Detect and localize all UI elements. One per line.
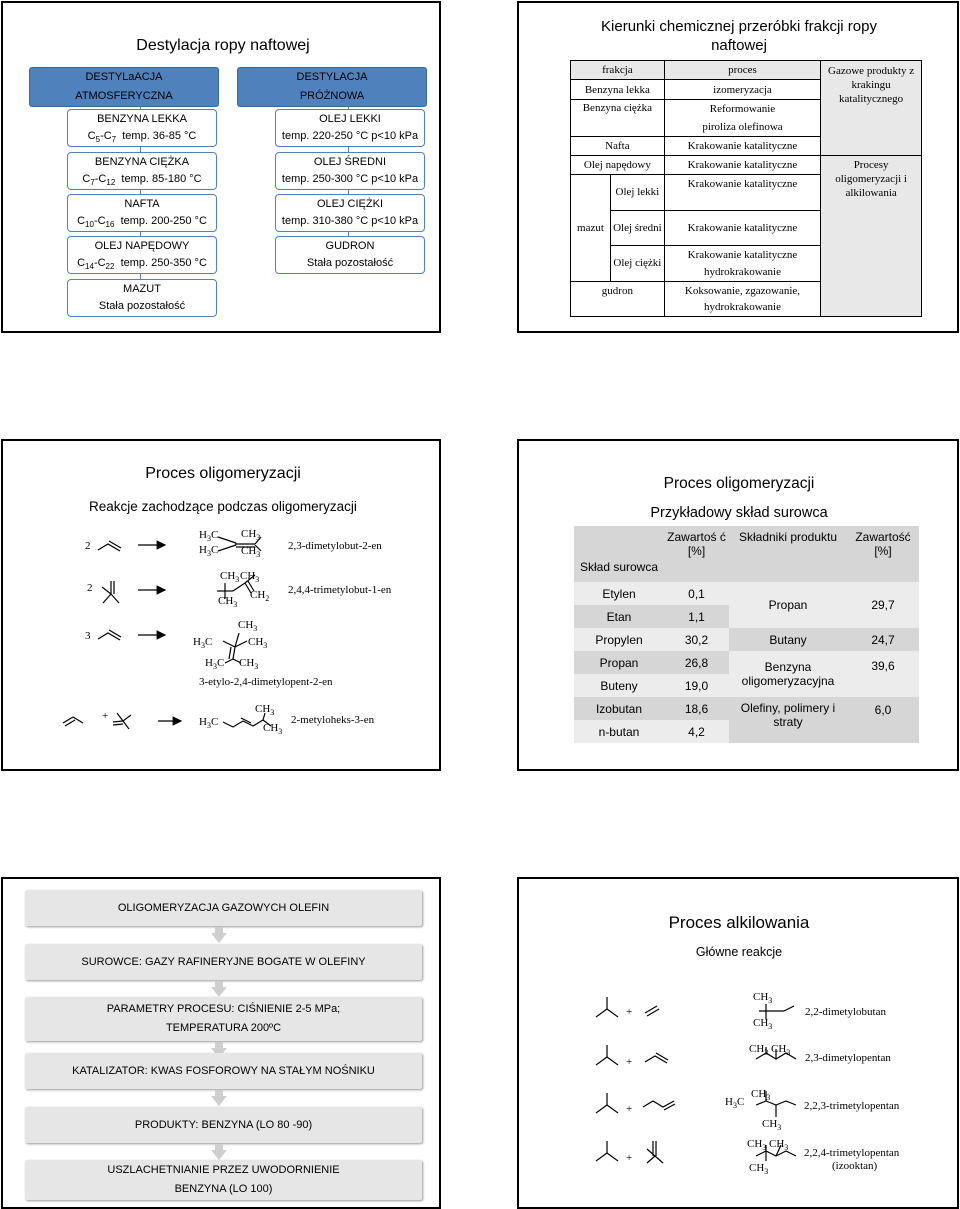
product-name: 2,2-dimetylobutan	[805, 1006, 886, 1018]
svg-text:CH3: $CH_3$	[749, 1162, 769, 1176]
cell-value: 4,2	[664, 720, 729, 743]
plus-sign: +	[626, 1103, 633, 1115]
cell-value: 0,1	[664, 582, 729, 605]
cell-process: Krakowanie katalityczne	[664, 156, 820, 175]
slide-title: Kierunki chemicznej przeróbki frakcji ropy naftowej	[601, 18, 877, 54]
fraction-box: GUDRON Stała pozostałość	[275, 236, 425, 274]
cell-product: Benzyna oligomeryzacyjna	[729, 651, 847, 697]
composition-table	[574, 526, 919, 743]
fraction-box: OLEJ LEKKI temp. 220-250 °C p<10 kPa	[275, 109, 425, 147]
slide-title: Proces oligomeryzacji	[663, 475, 815, 492]
fraction-box: MAZUT Stała pozostałość	[67, 279, 217, 317]
svg-text:H3C: $H_3C$	[193, 636, 213, 650]
slide-title: Proces alkilowania	[668, 913, 810, 932]
svg-text:H3C: $H_3C$	[199, 529, 219, 543]
svg-text:CH3: $CH_3$	[218, 595, 238, 609]
process-step: KATALIZATOR: KWAS FOSFOROWY NA STAŁYM NOŚNIKU	[25, 1053, 422, 1089]
cell-value: 18,6	[664, 697, 729, 720]
svg-text:CH3: $CH_3$	[238, 619, 258, 633]
slide-title: Destylacja ropy naftowej	[136, 37, 310, 54]
cell-fraction: Olej średni	[610, 211, 664, 246]
svg-text:CH3: $CH_3$	[753, 1017, 773, 1031]
atmospheric-header: DESTYLaACJA ATMOSFERYCZNA	[29, 67, 219, 107]
svg-text:CH3: $CH_3$	[239, 657, 259, 671]
slide-oligomeryzacja-sklad	[517, 439, 959, 771]
cell-value: 39,6	[847, 651, 919, 697]
cell-process: Krakowanie katalityczne	[664, 137, 820, 156]
svg-text:CH3: $CH_3$	[771, 1043, 791, 1057]
plus-sign: +	[626, 1056, 633, 1068]
cell-feed: n-butan	[574, 720, 664, 743]
header-cell: Skład surowca	[574, 526, 664, 582]
cell-product: Butany	[729, 628, 847, 651]
svg-text:CH3: $CH_3$	[241, 528, 261, 542]
cell-fraction: Olej lekki	[610, 175, 664, 211]
cell-fraction: Olej ciężki	[610, 246, 664, 282]
svg-text:CH3: $CH_3$	[240, 570, 260, 584]
svg-text:H3C: $H_3C$	[725, 1096, 745, 1110]
svg-text:H3C: $H_3C$	[199, 716, 219, 730]
slide-oligomeryzacja-reakcje	[1, 439, 441, 771]
cell-value: 30,2	[664, 628, 729, 651]
coefficient: 3	[85, 630, 91, 642]
slide-kierunki	[517, 1, 959, 333]
slide-oligomeryzacja-schemat	[1, 877, 441, 1209]
fraction-box: OLEJ ŚREDNI temp. 250-300 °C p<10 kPa	[275, 152, 425, 190]
plus-sign: +	[626, 1006, 633, 1018]
cell-process: Krakowanie katalityczne	[664, 211, 820, 246]
cell-value: 19,0	[664, 674, 729, 697]
header-cell: Składniki produktu	[729, 526, 847, 582]
cell-value: 26,8	[664, 651, 729, 674]
cell-process: Reformowanie piroliza olefinowa	[664, 100, 820, 137]
fraction-box: OLEJ CIĘŻKI temp. 310-380 °C p<10 kPa	[275, 194, 425, 232]
svg-text:CH2: $CH_2$	[250, 589, 270, 603]
product-name: 2,4,4-trimetylobut-1-en	[288, 584, 392, 596]
cell-fraction: Olej napędowy	[571, 156, 665, 175]
product-name: 2,2,3-trimetylopentan	[804, 1100, 900, 1112]
cell-fraction: Benzyna lekka	[571, 80, 665, 100]
fraction-box: BENZYNA LEKKA $C_5-C_7$ temp. 36-85 °C	[67, 109, 217, 147]
cell-fraction: Benzyna ciężka	[571, 100, 665, 137]
product-name: 3-etylo-2,4-dimetylopent-2-en	[199, 676, 333, 688]
process-step: USZLACHETNIANIE PRZEZ UWODORNIENIE BENZYNA (LO 100)	[25, 1160, 422, 1200]
header-proces: proces	[664, 61, 820, 80]
product-name: 2,3-dimetylopentan	[805, 1052, 891, 1064]
down-arrow-icon	[211, 987, 227, 997]
svg-text:CH3: $CH_3$	[263, 722, 283, 736]
svg-text:CH3: $CH_3$	[762, 1118, 782, 1132]
slide-subtitle: Główne reakcje	[695, 945, 783, 959]
product-name: 2-metyloheks-3-en	[291, 714, 375, 726]
svg-text:CH3: $CH_3$	[769, 1138, 789, 1152]
product-name: 2,2,4-trimetylopentan	[804, 1147, 900, 1159]
fraction-box: NAFTA $C_{10}-C_{16}$ temp. 200-250 °C	[67, 194, 217, 232]
cell-feed: Propylen	[574, 628, 664, 651]
svg-text:CH3: $CH_3$	[241, 545, 261, 559]
processing-table	[570, 60, 922, 317]
process-step: OLIGOMERYZACJA GAZOWYCH OLEFIN	[25, 890, 422, 926]
cell-feed: Izobutan	[574, 697, 664, 720]
cell-value: 6,0	[847, 697, 919, 743]
slide-subtitle: Przykładowy skład surowca	[650, 505, 828, 521]
header-frakcja: frakcja	[571, 61, 665, 80]
slide-subtitle: Reakcje zachodzące podczas oligomeryzacji	[89, 499, 357, 514]
cell-value: 1,1	[664, 605, 729, 628]
svg-text:H3C: $H_3C$	[205, 657, 225, 671]
cell-process: Koksowanie, zgazowanie, hydrokrakowanie	[664, 282, 820, 317]
header-cell: Zawartość [%]	[847, 526, 919, 582]
alkylation-reactions	[519, 879, 957, 1207]
cell-value: 24,7	[847, 628, 919, 651]
svg-text:CH3: $CH_3$	[749, 1043, 769, 1057]
fraction-box: OLEJ NAPĘDOWY $C_{14}-C_{22}$ temp. 250-350 °C	[67, 236, 217, 274]
header-gazowe: Gazowe produkty z krakingu katalitycznego	[821, 61, 922, 156]
process-step: PARAMETRY PROCESU: CIŚNIENIE 2-5 MPa; TEMPERATURA 200ºC	[25, 997, 422, 1041]
cell-feed: Buteny	[574, 674, 664, 697]
svg-text:H3C: $H_3C$	[199, 544, 219, 558]
cell-fraction: gudron	[571, 282, 665, 317]
svg-text:CH3: $CH_3$	[747, 1138, 767, 1152]
cell-mazut: mazut	[571, 175, 611, 282]
vacuum-header: DESTYLACJA PRÓŻNOWA	[237, 67, 427, 107]
svg-text:CH3: $CH_3$	[751, 1088, 771, 1102]
process-step: PRODUKTY: BENZYNA (LO 80 -90)	[25, 1107, 422, 1143]
svg-text:CH3: $CH_3$	[248, 636, 268, 650]
cell-feed: Etylen	[574, 582, 664, 605]
header-cell: Zawartoś ć [%]	[664, 526, 729, 582]
cell-process: Krakowanie katalityczne hydrokrakowanie	[664, 246, 820, 282]
svg-text:CH3: $CH_3$	[255, 703, 275, 717]
process-step: SUROWCE: GAZY RAFINERYJNE BOGATE W OLEFINY	[25, 944, 422, 980]
svg-text:CH3: $CH_3$	[753, 991, 773, 1005]
cell-feed: Propan	[574, 651, 664, 674]
down-arrow-icon	[211, 933, 227, 943]
cell-process: Krakowanie katalityczne	[664, 175, 820, 211]
cell-fraction: Nafta	[571, 137, 665, 156]
cell-process: izomeryzacja	[664, 80, 820, 100]
plus-sign: +	[626, 1152, 633, 1164]
slide-title: Proces oligomeryzacji	[145, 465, 301, 482]
coefficient: 2	[87, 582, 93, 594]
cell-value: 29,7	[847, 582, 919, 628]
down-arrow-icon	[211, 1096, 227, 1106]
plus-sign: +	[102, 710, 109, 722]
reaction-scheme	[3, 441, 439, 769]
svg-text:CH3: $CH_3$	[220, 570, 240, 584]
fraction-box: BENZYNA CIĘŻKA $C_7-C_{12}$ temp. 85-180 °C	[67, 152, 217, 190]
down-arrow-icon	[211, 1150, 227, 1160]
cell-procesy: Procesy oligomeryzacji i alkilowania	[821, 156, 922, 317]
product-name: 2,3-dimetylobut-2-en	[288, 540, 382, 552]
slide-alkilowanie	[517, 877, 959, 1209]
product-name: (izooktan)	[832, 1160, 878, 1172]
cell-product: Olefiny, polimery i straty	[729, 697, 847, 743]
slide-destylacja	[1, 1, 441, 333]
cell-feed: Etan	[574, 605, 664, 628]
cell-product: Propan	[729, 582, 847, 628]
coefficient: 2	[85, 540, 91, 552]
